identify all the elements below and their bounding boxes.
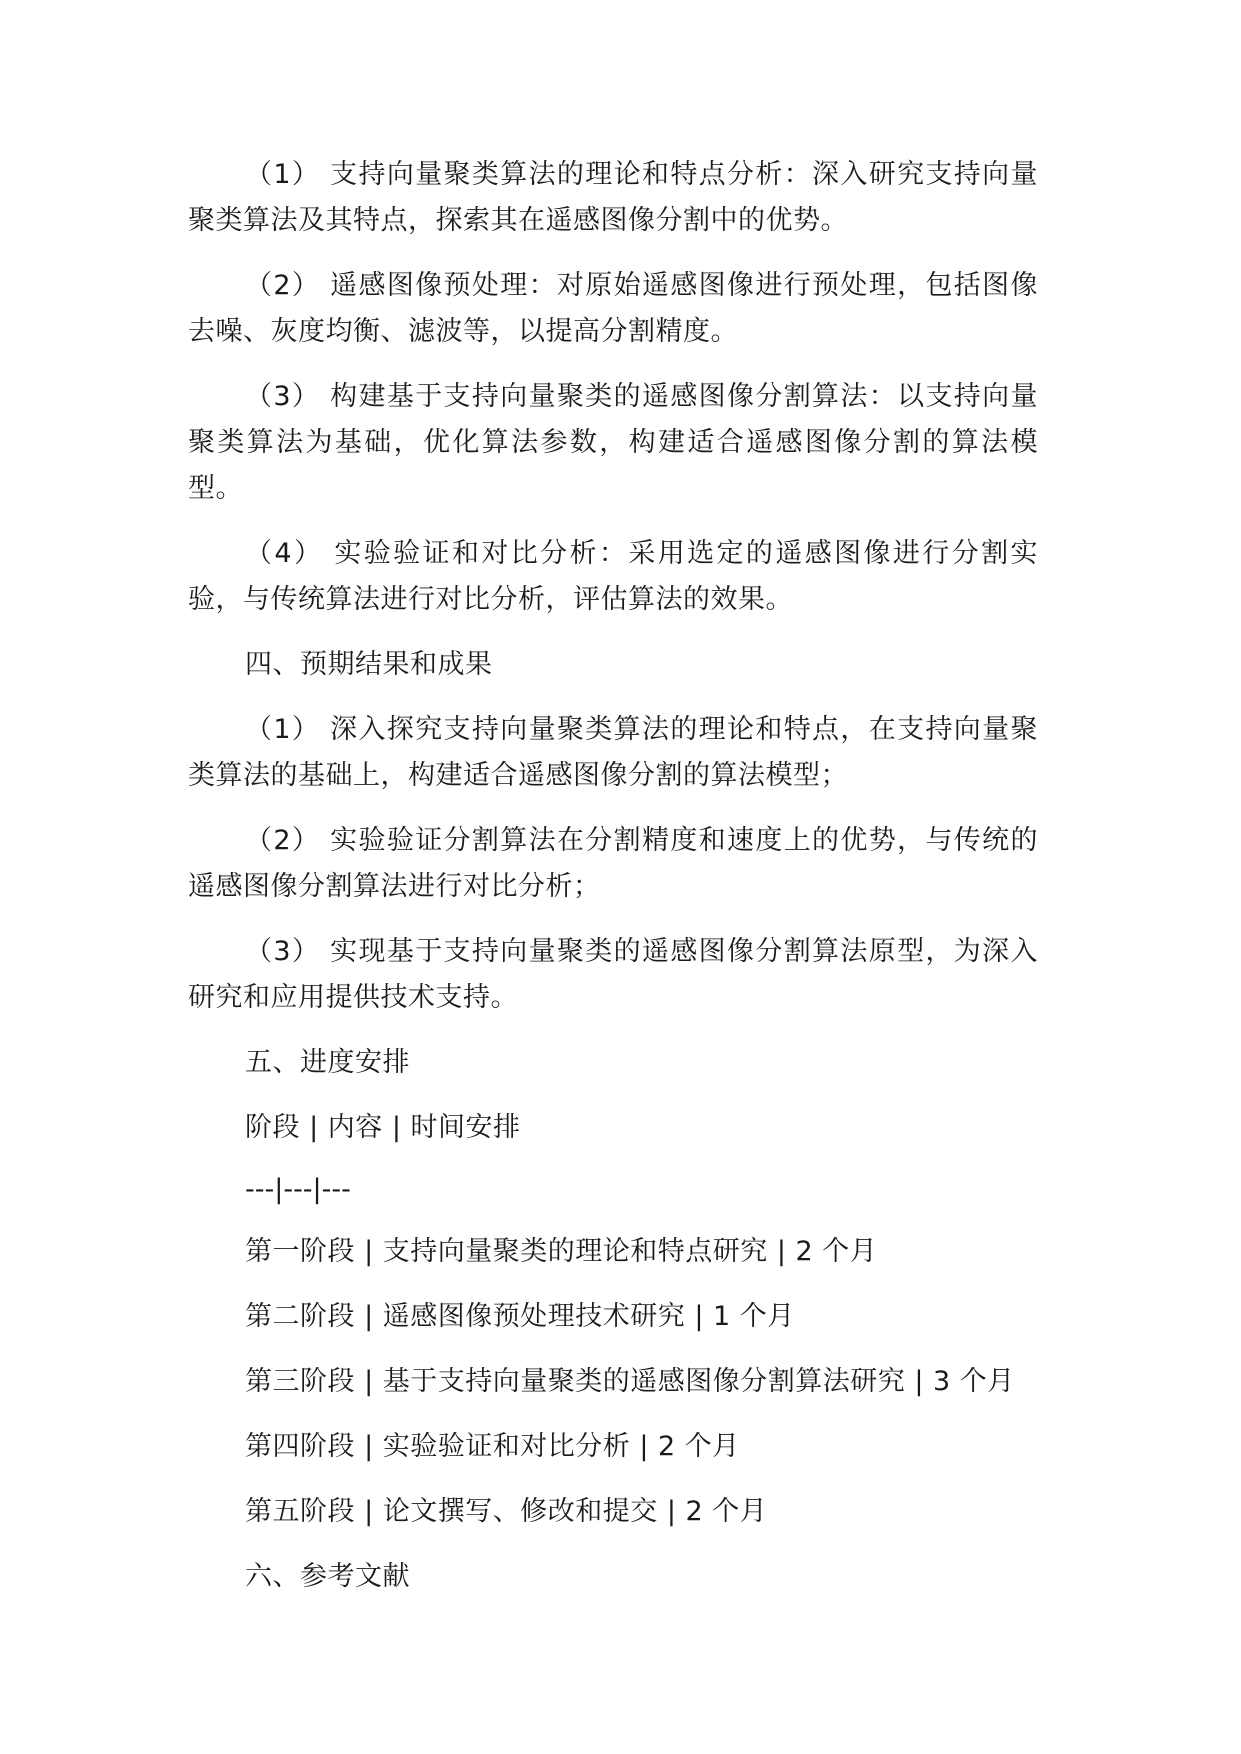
- paragraph-method-3: （3） 构建基于支持向量聚类的遥感图像分割算法：以支持向量聚类算法为基础，优化算法参数，构建适合遥感图像分割的算法模型。: [188, 381, 1038, 504]
- section-heading-expected-results: 四、预期结果和成果: [245, 649, 493, 680]
- schedule-row: 第四阶段 | 实验验证和对比分析 | 2 个月: [245, 1431, 740, 1462]
- document-page: [188, 152, 1038, 1619]
- paragraph-result-1: （1） 深入探究支持向量聚类算法的理论和特点，在支持向量聚类算法的基础上，构建适合遥感图像分割的算法模型；: [188, 714, 1038, 791]
- section-heading-schedule: 五、进度安排: [245, 1047, 410, 1078]
- schedule-table-header: 阶段 | 内容 | 时间安排: [245, 1112, 521, 1143]
- paragraph-result-3: （3） 实现基于支持向量聚类的遥感图像分割算法原型，为深入研究和应用提供技术支持。: [188, 936, 1038, 1013]
- schedule-row: 第一阶段 | 支持向量聚类的理论和特点研究 | 2 个月: [245, 1236, 878, 1267]
- paragraph-method-4: （4） 实验验证和对比分析：采用选定的遥感图像进行分割实验，与传统算法进行对比分析，评估算法的效果。: [188, 538, 1038, 615]
- section-heading-references: 六、参考文献: [245, 1561, 410, 1592]
- schedule-row: 第三阶段 | 基于支持向量聚类的遥感图像分割算法研究 | 3 个月: [245, 1366, 1015, 1397]
- paragraph-result-2: （2） 实验验证分割算法在分割精度和速度上的优势，与传统的遥感图像分割算法进行对比分析；: [188, 825, 1038, 902]
- paragraph-method-1: （1） 支持向量聚类算法的理论和特点分析：深入研究支持向量聚类算法及其特点，探索其在遥感图像分割中的优势。: [188, 159, 1038, 236]
- schedule-row: 第二阶段 | 遥感图像预处理技术研究 | 1 个月: [245, 1301, 795, 1332]
- schedule-row: 第五阶段 | 论文撰写、修改和提交 | 2 个月: [245, 1496, 768, 1527]
- schedule-table-separator: ---|---|---: [245, 1174, 351, 1205]
- paragraph-method-2: （2） 遥感图像预处理：对原始遥感图像进行预处理，包括图像去噪、灰度均衡、滤波等，以提高分割精度。: [188, 270, 1038, 347]
